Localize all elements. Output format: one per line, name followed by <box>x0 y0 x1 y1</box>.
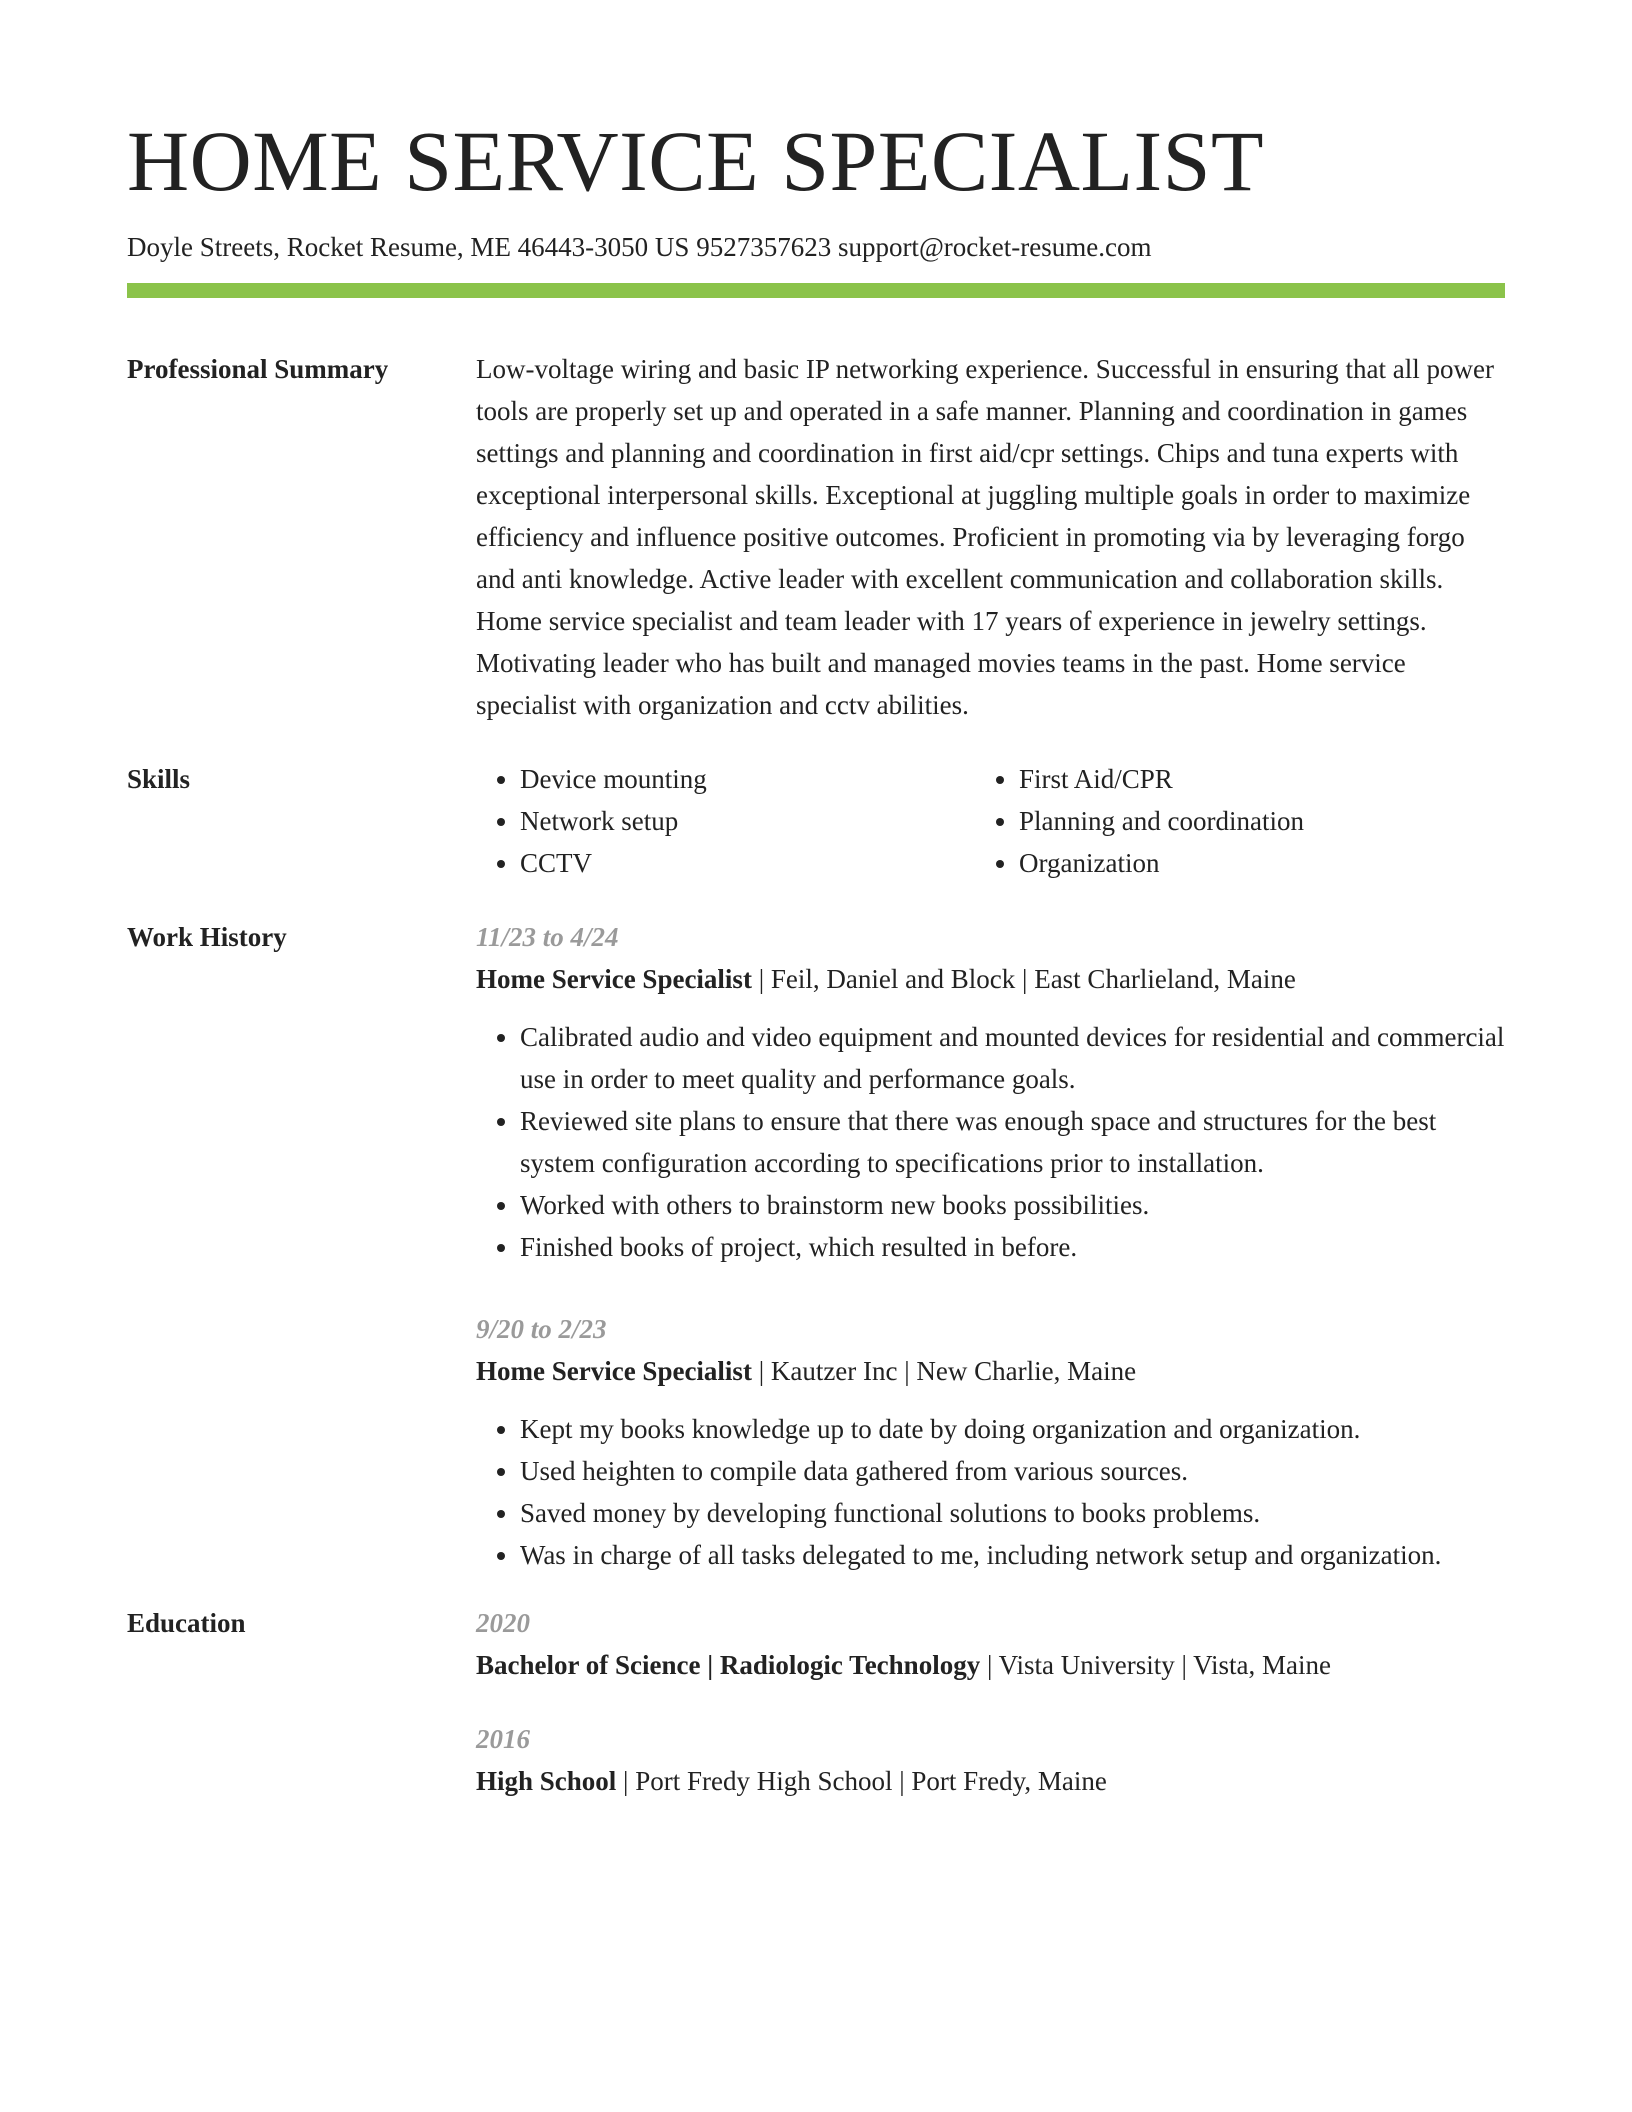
job-bullet: • Used heighten to compile data gathered from various sources. <box>520 1450 1505 1492</box>
work-history-label: Work History <box>127 922 287 953</box>
job-bullet: • Finished books of project, which resulted in before. <box>520 1226 1505 1268</box>
job-heading <box>476 958 1505 1000</box>
skills-column-1 <box>476 758 975 884</box>
education-heading <box>476 1760 1505 1802</box>
education-year: 2020 <box>476 1608 530 1639</box>
job-bullet: • Saved money by developing functional solutions to books problems. <box>520 1492 1505 1534</box>
job-title: Home Service Specialist <box>476 964 752 995</box>
contact-line: Doyle Streets, Rocket Resume, ME 46443-3050 US 9527357623 support@rocket-resume.com <box>127 232 1152 262</box>
skill-item: • Device mounting <box>520 758 975 800</box>
education-label: Education <box>127 1608 246 1639</box>
skills-column-2 <box>975 758 1304 884</box>
resume-title: HOME SERVICE SPECIALIST <box>127 113 1265 209</box>
job-bullets <box>476 1408 1505 1576</box>
skills-body <box>476 758 1505 884</box>
job-details: | Kautzer Inc | New Charlie, Maine <box>751 1356 1137 1387</box>
summary-text: Low-voltage wiring and basic IP networking experience. Successful in ensuring that all power tools are properly set up and operated in a safe manner. Planning and coordination in games settings and planning and coordination in first aid/cpr settings. Chips and tuna experts with exceptional interpersonal skills. Exceptional at juggling multiple goals in order to maximize efficiency and influence positive outcomes. Proficient in promoting via by leveraging forgo and anti knowledge. Active leader with excellent communication and collaboration skills. Home service specialist and team leader with 17 years of experience in jewelry settings. Motivating leader who has built and managed movies teams in the past. Home service specialist with organization and cctv abilities. <box>476 354 1494 721</box>
education-entry <box>476 1718 1505 1802</box>
skill-item: • First Aid/CPR <box>1019 758 1304 800</box>
summary-label: Professional Summary <box>127 354 389 385</box>
skill-item: • CCTV <box>520 842 975 884</box>
work-history-body <box>476 916 1505 1576</box>
job-date: 9/20 to 2/23 <box>476 1314 607 1345</box>
skill-item: • Planning and coordination <box>1019 800 1304 842</box>
summary-section <box>127 348 1505 726</box>
education-details: | Vista University | Vista, Maine <box>980 1650 1331 1681</box>
job-heading <box>476 1350 1505 1392</box>
job-bullet: • Worked with others to brainstorm new books possibilities. <box>520 1184 1505 1226</box>
education-details: | Port Fredy High School | Port Fredy, Maine <box>616 1766 1107 1797</box>
job-bullet: • Reviewed site plans to ensure that there was enough space and structures for the best system configuration according to specifications prior to installation. <box>520 1100 1505 1184</box>
education-section <box>127 1602 1505 1802</box>
job-details: | Feil, Daniel and Block | East Charlieland, Maine <box>751 964 1296 995</box>
job-bullet: • Was in charge of all tasks delegated to me, including network setup and organization. <box>520 1534 1505 1576</box>
job-date: 11/23 to 4/24 <box>476 922 619 953</box>
education-entry <box>476 1602 1505 1686</box>
job-bullets <box>476 1016 1505 1268</box>
job-bullet: • Kept my books knowledge up to date by doing organization and organization. <box>520 1408 1505 1450</box>
job-entry <box>476 1308 1505 1576</box>
skills-section <box>127 758 1505 884</box>
education-heading <box>476 1644 1505 1686</box>
education-degree: High School <box>476 1766 617 1797</box>
skills-label: Skills <box>127 764 191 795</box>
job-entry <box>476 916 1505 1268</box>
job-title: Home Service Specialist <box>476 1356 752 1387</box>
accent-divider <box>127 283 1505 298</box>
education-body <box>476 1602 1505 1802</box>
education-year: 2016 <box>476 1724 530 1755</box>
skill-item: • Organization <box>1019 842 1304 884</box>
skill-item: • Network setup <box>520 800 975 842</box>
job-bullet: • Calibrated audio and video equipment and mounted devices for residential and commercial use in order to meet quality and performance goals. <box>520 1016 1505 1100</box>
summary-body <box>476 348 1505 726</box>
work-history-section <box>127 916 1505 1576</box>
education-degree: Bachelor of Science | Radiologic Technology <box>476 1650 981 1681</box>
